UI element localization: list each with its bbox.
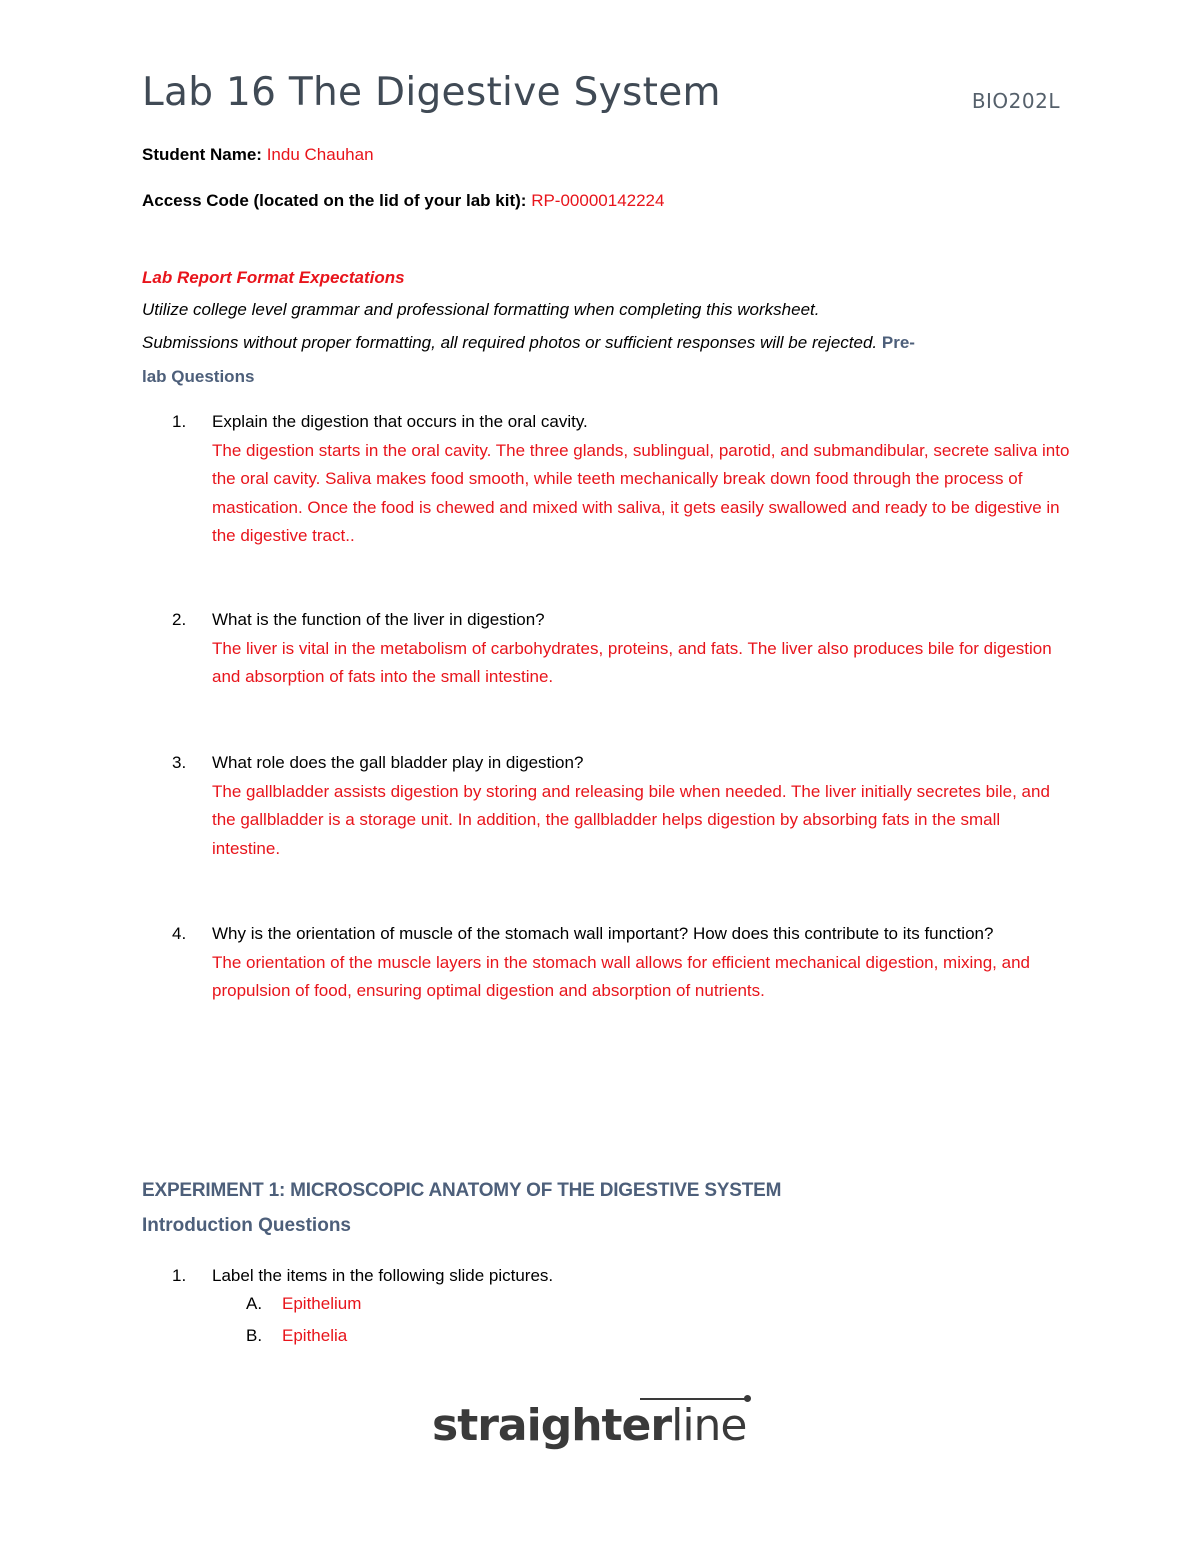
format-heading: Lab Report Format Expectations <box>142 268 405 287</box>
question-number: 1. <box>172 412 187 431</box>
prelab-question-2 <box>172 606 1072 692</box>
format-line-2-text: Submissions without proper formatting, all required photos or sufficient responses will be rejected. <box>142 333 878 352</box>
answer-text: The orientation of the muscle layers in the stomach wall allows for efficient mechanical digestion, mixing, and propulsion of food, ensuring optimal digestion and absorption of nutrients. <box>212 952 1030 1000</box>
list-item <box>246 1288 361 1320</box>
format-line-1: Utilize college level grammar and professional formatting when completing this worksheet. <box>142 300 820 319</box>
list-item <box>246 1320 361 1352</box>
introduction-heading: Introduction Questions <box>142 1215 351 1236</box>
document-title: Lab 16 The Digestive System <box>142 70 721 115</box>
course-code: BIO202L <box>971 89 1060 113</box>
question-text: What role does the gall bladder play in digestion? <box>212 753 584 772</box>
answer-text: The gallbladder assists digestion by storing and releasing bile when needed. The liver initially secretes bile, and the gallbladder is a storage unit. In addition, the gallbladder helps digestion by absorbing fats in the small intestine. <box>212 781 1050 858</box>
student-name-field <box>142 145 374 165</box>
prelab-heading-part1: Pre- <box>881 333 915 352</box>
logo-text <box>432 1400 747 1451</box>
student-name-value: Indu Chauhan <box>266 145 374 164</box>
straighterline-logo <box>432 1398 762 1468</box>
prelab-question-4 <box>172 920 1072 1006</box>
access-code-value: RP-00000142224 <box>531 191 665 210</box>
label-items-list <box>246 1288 361 1352</box>
student-name-label: Student Name: <box>142 145 262 164</box>
access-code-label: Access Code (located on the lid of your lab kit): <box>142 191 527 210</box>
item-value: Epithelia <box>282 1326 348 1345</box>
answer-text: The digestion starts in the oral cavity. The three glands, sublingual, parotid, and submandibular, secrete saliva into the oral cavity. Saliva makes food smooth, while teeth mechanically break down food through the process of mastication. Once the food is chewed and mixed with saliva, it gets easily swallowed and ready to be digestive in the digestive tract.. <box>212 440 1070 545</box>
prelab-heading-part2: lab Questions <box>142 367 255 386</box>
experiment-heading: EXPERIMENT 1: MICROSCOPIC ANATOMY OF THE DIGESTIVE SYSTEM <box>142 1180 782 1201</box>
format-line-2 <box>142 333 915 353</box>
question-text: Label the items in the following slide pictures. <box>212 1266 554 1285</box>
item-letter: B. <box>246 1326 263 1345</box>
item-value: Epithelium <box>282 1294 362 1313</box>
question-number: 2. <box>172 610 187 629</box>
prelab-question-1 <box>172 408 1072 551</box>
question-text: Why is the orientation of muscle of the stomach wall important? How does this contribute to its function? <box>212 924 994 943</box>
question-number: 4. <box>172 924 187 943</box>
question-number: 3. <box>172 753 187 772</box>
answer-text: The liver is vital in the metabolism of carbohydrates, proteins, and fats. The liver also produces bile for digestion and absorption of fats into the small intestine. <box>212 638 1052 686</box>
logo-text-light: line <box>671 1400 747 1451</box>
logo-text-bold: straighter <box>432 1400 672 1451</box>
item-letter: A. <box>246 1294 263 1313</box>
question-number: 1. <box>172 1266 187 1285</box>
access-code-field <box>142 191 664 211</box>
question-text: Explain the digestion that occurs in the oral cavity. <box>212 412 588 431</box>
prelab-question-3 <box>172 749 1072 863</box>
question-text: What is the function of the liver in digestion? <box>212 610 545 629</box>
intro-question-1 <box>172 1262 1072 1291</box>
